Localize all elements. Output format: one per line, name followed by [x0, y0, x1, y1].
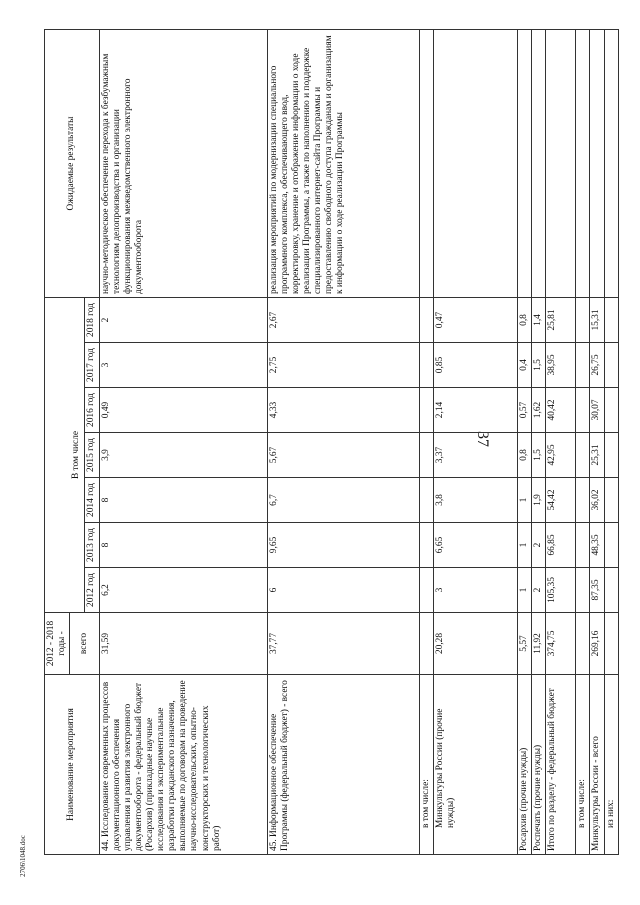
row-year-value: [605, 523, 619, 568]
row-year-value: 3,37: [433, 433, 517, 478]
row-name: Роспечать (прочие нужды): [531, 675, 545, 855]
row-year-value: 1: [517, 478, 531, 523]
row-year-value: 1,5: [531, 343, 545, 388]
row-year-value: [605, 433, 619, 478]
row-year-value: [419, 433, 433, 478]
row-year-value: [419, 343, 433, 388]
row-year-value: 1,62: [531, 388, 545, 433]
row-result: [517, 30, 531, 298]
table-row: [267, 30, 419, 855]
row-name: Минкультуры России (прочие нужды): [433, 675, 517, 855]
header-total: всего: [70, 613, 100, 675]
row-year-value: 3,8: [433, 478, 517, 523]
row-year-value: [575, 568, 589, 613]
row-total: 11,92: [531, 613, 545, 675]
row-year-value: 5,67: [267, 433, 419, 478]
header-year: 2015 год: [84, 433, 99, 478]
row-year-value: 9,65: [267, 523, 419, 568]
row-year-value: 0,47: [433, 298, 517, 343]
row-result: [531, 30, 545, 298]
header-in-that: В том числе: [70, 298, 85, 613]
table-row: [590, 30, 605, 855]
row-year-value: 3: [99, 343, 267, 388]
row-total: 269,16: [590, 613, 605, 675]
table-row: [605, 30, 619, 855]
row-year-value: 2,75: [267, 343, 419, 388]
row-name: в том числе:: [419, 675, 433, 855]
row-year-value: 8: [99, 523, 267, 568]
row-name: 44. Исследование современных процессов документационного обеспечения управления и развития электронного документооборота - федеральный бюджет (Росархив) (прикладные научные исследования и экспериментальные разработки гражданского назначения, выполняемые по договорам на проведение научно-исследовательских, опытно-конструкторских и технологических работ): [99, 675, 267, 855]
row-year-value: 6: [267, 568, 419, 613]
header-name: Наименование мероприятия: [45, 675, 100, 855]
row-year-value: [575, 388, 589, 433]
program-table: [44, 29, 619, 855]
row-year-value: 105,35: [545, 568, 575, 613]
row-name: в том числе:: [575, 675, 589, 855]
row-year-value: 1: [517, 568, 531, 613]
row-total: [605, 613, 619, 675]
row-year-value: 2: [531, 568, 545, 613]
row-year-value: 4,33: [267, 388, 419, 433]
row-year-value: 66,85: [545, 523, 575, 568]
row-name: Итого по разделу - федеральный бюджет: [545, 675, 575, 855]
row-year-value: 1,5: [531, 433, 545, 478]
row-year-value: 0,57: [517, 388, 531, 433]
document-code: 2706\1048.doc: [18, 835, 27, 877]
row-year-value: 2: [531, 523, 545, 568]
row-result: [433, 30, 517, 298]
row-year-value: 6,2: [99, 568, 267, 613]
row-year-value: [575, 523, 589, 568]
row-name: Минкультуры России - всего: [590, 675, 605, 855]
row-year-value: 3,9: [99, 433, 267, 478]
row-year-value: 0,4: [517, 343, 531, 388]
row-result: [605, 30, 619, 298]
row-total: 20,28: [433, 613, 517, 675]
row-total: [575, 613, 589, 675]
row-name: 45. Информационное обеспечение Программы (федеральный бюджет) - всего: [267, 675, 419, 855]
row-result: [419, 30, 433, 298]
header-year: 2013 год: [84, 523, 99, 568]
row-result: [545, 30, 575, 298]
row-name: Росархив (прочие нужды): [517, 675, 531, 855]
page-number: 37: [474, 431, 491, 447]
table-body: [99, 30, 618, 855]
row-year-value: 2,67: [267, 298, 419, 343]
row-year-value: 30,07: [590, 388, 605, 433]
row-year-value: [575, 343, 589, 388]
header-year: 2018 год: [84, 298, 99, 343]
row-year-value: 48,35: [590, 523, 605, 568]
row-year-value: 36,02: [590, 478, 605, 523]
row-year-value: 0,8: [517, 298, 531, 343]
row-result: реализация мероприятий по модернизации специального программного комплекса, обеспечивающего ввод, корректировку, хранение и отображение информации о ходе реализации Программы, а также по наполнению и поддержке специализированного интернет-сайта Программы и предоставлению свободного доступа гражданам и организациям к информации о ходе реализации Программы: [267, 30, 419, 298]
row-year-value: 0,49: [99, 388, 267, 433]
row-year-value: [605, 568, 619, 613]
header-year: 2014 год: [84, 478, 99, 523]
row-year-value: [419, 523, 433, 568]
row-result: [590, 30, 605, 298]
row-total: 31,59: [99, 613, 267, 675]
table-row: [531, 30, 545, 855]
row-result: научно-методическое обеспечение перехода к безбумажным технологиям делопроизводства и организации функционирования межведомственного электронного документооборота: [99, 30, 267, 298]
row-year-value: 1,9: [531, 478, 545, 523]
row-year-value: [605, 388, 619, 433]
row-year-value: [575, 298, 589, 343]
row-year-value: [605, 343, 619, 388]
row-year-value: 6,7: [267, 478, 419, 523]
header-spacer: [45, 298, 70, 613]
row-year-value: 25,81: [545, 298, 575, 343]
header-year: 2017 год: [84, 343, 99, 388]
row-year-value: 40,42: [545, 388, 575, 433]
row-year-value: 8: [99, 478, 267, 523]
row-result: [575, 30, 589, 298]
table-row: [433, 30, 517, 855]
row-year-value: 1,4: [531, 298, 545, 343]
header-year: 2012 год: [84, 568, 99, 613]
row-total: [419, 613, 433, 675]
row-year-value: 2,14: [433, 388, 517, 433]
header-expected: Ожидаемые результаты: [45, 30, 100, 298]
row-year-value: 26,75: [590, 343, 605, 388]
row-name: из них:: [605, 675, 619, 855]
row-total: 5,57: [517, 613, 531, 675]
row-year-value: 6,65: [433, 523, 517, 568]
row-year-value: [575, 478, 589, 523]
rotated-table-wrapper: [44, 30, 617, 855]
row-year-value: [605, 478, 619, 523]
row-year-value: 54,42: [545, 478, 575, 523]
row-year-value: 0,8: [517, 433, 531, 478]
table-row: [99, 30, 267, 855]
row-year-value: 1: [517, 523, 531, 568]
row-year-value: 87,35: [590, 568, 605, 613]
row-year-value: 38,95: [545, 343, 575, 388]
row-total: 374,75: [545, 613, 575, 675]
row-year-value: 3: [433, 568, 517, 613]
row-year-value: [419, 298, 433, 343]
row-year-value: 0,85: [433, 343, 517, 388]
table-row: [575, 30, 589, 855]
row-year-value: 42,95: [545, 433, 575, 478]
row-year-value: [605, 298, 619, 343]
row-year-value: [419, 478, 433, 523]
row-year-value: 15,31: [590, 298, 605, 343]
table-row: [545, 30, 575, 855]
row-year-value: [575, 433, 589, 478]
row-total: 37,77: [267, 613, 419, 675]
table-row: [419, 30, 433, 855]
row-year-value: 2: [99, 298, 267, 343]
row-year-value: 25,31: [590, 433, 605, 478]
header-period: 2012 - 2018 годы -: [45, 613, 70, 675]
header-year: 2016 год: [84, 388, 99, 433]
table-row: [517, 30, 531, 855]
row-year-value: [419, 568, 433, 613]
row-year-value: [419, 388, 433, 433]
